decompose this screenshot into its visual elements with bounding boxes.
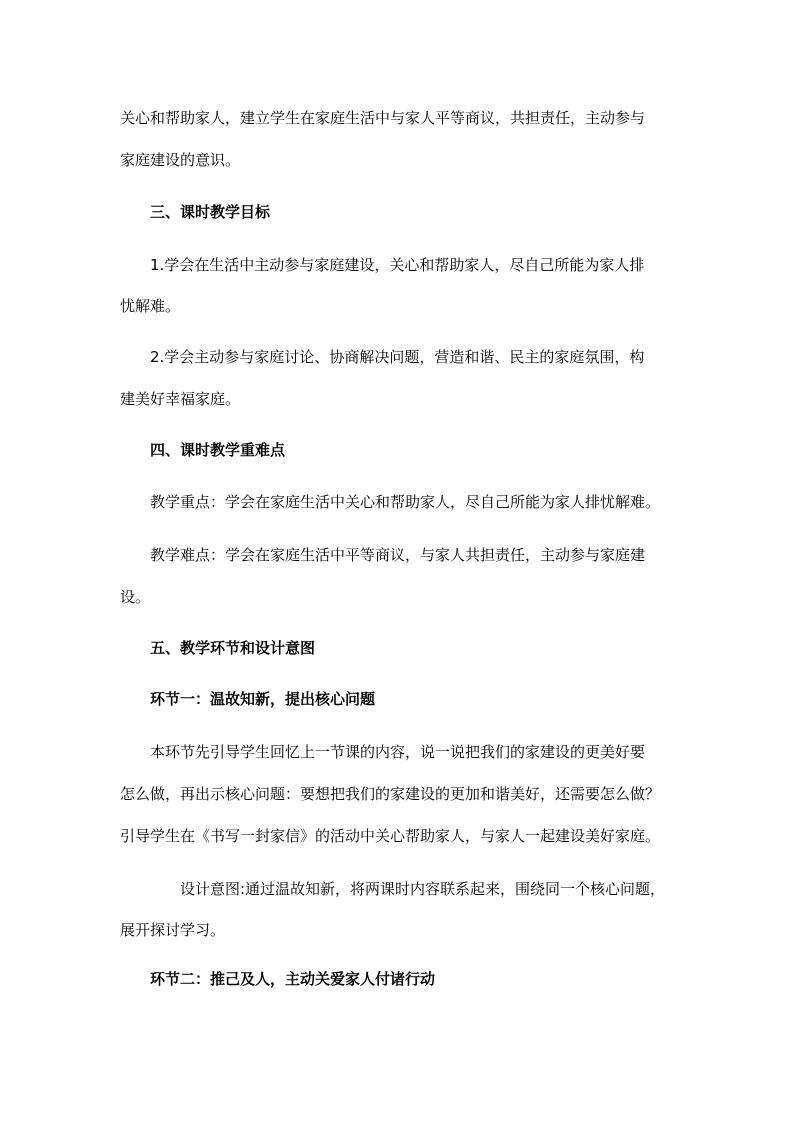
section-heading: 五、教学环节和设计意图 — [150, 639, 316, 657]
paragraph-line: 家庭建设的意识。 — [120, 151, 241, 169]
paragraph-line: 本环节先引导学生回忆上一节课的内容，说一说把我们的家建设的更美好要 — [150, 743, 646, 761]
paragraph-line: 忧解难。 — [120, 297, 181, 315]
paragraph-line: 建美好幸福家庭。 — [120, 390, 241, 408]
paragraph-line: 2.学会主动参与家庭讨论、协商解决问题，营造和谐、民主的家庭氛围，构 — [150, 348, 645, 366]
paragraph-line: 展开探讨学习。 — [120, 921, 226, 939]
paragraph-line: 教学难点：学会在家庭生活中平等商议，与家人共担责任，主动参与家庭建 — [150, 546, 646, 564]
paragraph-line: 1.学会在生活中主动参与家庭建设，关心和帮助家人，尽自己所能为家人排 — [150, 256, 645, 274]
paragraph-line: 设计意图:通过温故知新，将两课时内容联系起来，围绕同一个核心问题， — [180, 880, 666, 898]
paragraph-line: 设。 — [120, 588, 151, 606]
subsection-heading: 环节一：温故知新，提出核心问题 — [150, 690, 376, 708]
section-heading: 四、课时教学重难点 — [150, 441, 286, 459]
paragraph-line: 关心和帮助家人，建立学生在家庭生活中与家人平等商议，共担责任，主动参与 — [120, 109, 646, 127]
subsection-heading: 环节二：推己及人，主动关爱家人付诸行动 — [150, 970, 436, 988]
paragraph-line: 教学重点：学会在家庭生活中关心和帮助家人，尽自己所能为家人排忧解难。 — [150, 493, 661, 511]
section-heading: 三、课时教学目标 — [150, 203, 271, 221]
paragraph-line: 引导学生在《书写一封家信》的活动中关心帮助家人，与家人一起建设美好家庭。 — [120, 827, 661, 845]
paragraph-line: 怎么做，再出示核心问题：要想把我们的家建设的更加和谐美好，还需要怎么做？ — [120, 785, 661, 803]
